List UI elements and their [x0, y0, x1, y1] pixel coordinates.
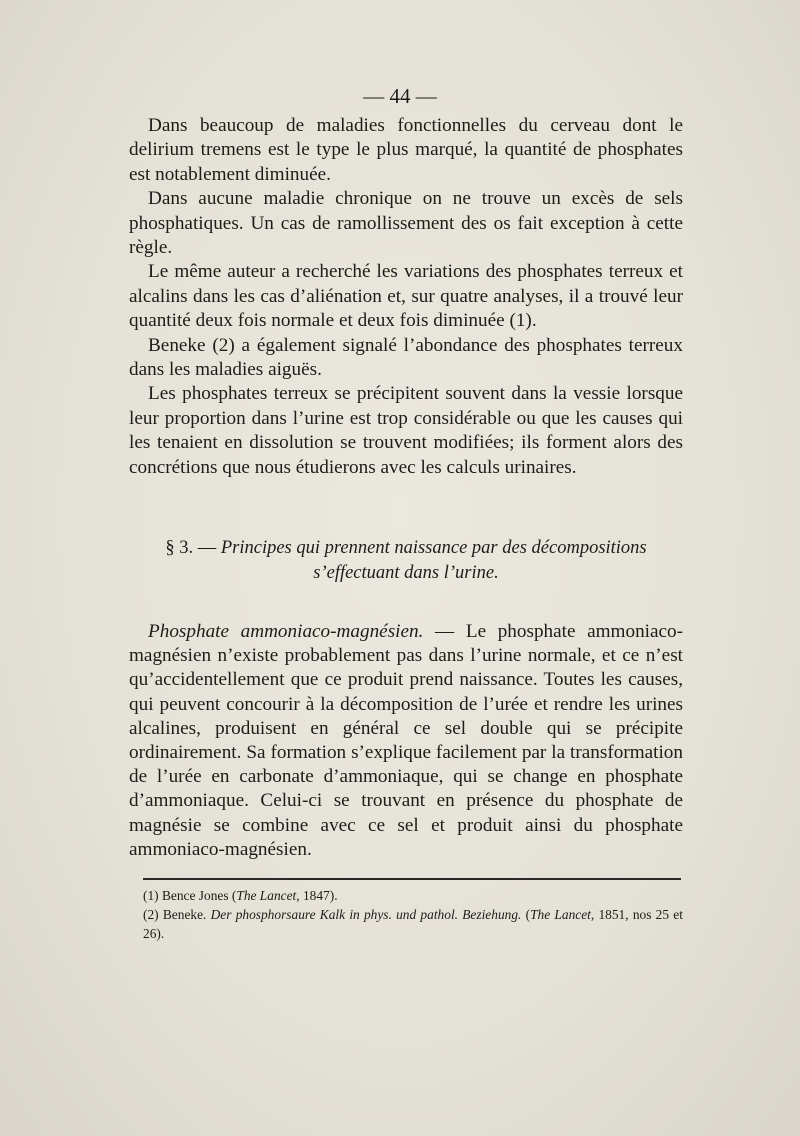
footnote-marker: (2) — [143, 907, 159, 922]
body-text — [129, 114, 683, 480]
paragraph-3: Le même auteur a recherché les variations des phosphates terreux et alcalins dans les cas d’aliénation et, sur quatre analyses, il a trouvé leur quantité deux fois normale et deux fois diminuée (1). — [129, 261, 683, 332]
section-title: Principes qui prennent naissance par des décompositions s’effectuant dans l’urine. — [220, 538, 647, 583]
footnote-open-paren: ( — [231, 888, 237, 903]
section-paragraph — [129, 620, 683, 862]
section-sign: § — [165, 538, 175, 558]
footnote-source: The Lancet — [236, 888, 297, 903]
paragraph-5: Les phosphates terreux se précipitent souvent dans la vessie lorsque leur proportion dans l’urine est trop considérable ou que les causes qui les tenaient en dissolution se trouvent modifiées; ils forment alors des concrétions que nous étudierons avec les calculs urinaires. — [129, 383, 683, 478]
footnote-author: Beneke. — [162, 907, 207, 922]
run-in-dash: — — [435, 621, 455, 642]
run-in-heading: Phosphate ammoniaco-magnésien. — [148, 621, 424, 642]
footnote-author: Bence Jones — [161, 888, 229, 903]
section-number: 3. — [179, 538, 194, 558]
footnote-details: , 1851, nos 25 et 26). — [143, 907, 683, 941]
page-number: — 44 — — [363, 84, 437, 108]
footnotes — [143, 886, 683, 943]
footnote-open-paren: ( — [525, 907, 531, 922]
section-dash: — — [197, 538, 217, 558]
footnote-title: Der phosphorsaure Kalk in phys. und pathol. Beziehung. — [210, 907, 522, 922]
paragraph-1: Dans beaucoup de maladies fonctionnelles du cerveau dont le delirium tremens est le type le plus marqué, la quantité de phosphates est notablement diminuée. — [129, 115, 683, 185]
paragraph-4: Beneke (2) a également signalé l’abondance des phosphates terreux dans les maladies aiguës. — [129, 334, 683, 381]
footnote-details: , 1847). — [296, 888, 338, 903]
paragraph-2: Dans aucune maladie chronique on ne trouve un excès de sels phosphatiques. Un cas de ramollissement des os fait exception à cette règle. — [129, 188, 683, 259]
section-heading — [129, 536, 683, 586]
footnote-marker: (1) — [143, 888, 159, 903]
footnote-1 — [143, 886, 683, 905]
section-body — [129, 620, 683, 862]
footnote-rule — [143, 878, 681, 880]
section-paragraph-text: Le phosphate ammoniaco-magnésien n’existe probablement pas dans l’urine normale, et ce n’est qu’accidentellement que ce produit prend naissance. Toutes les causes, qui peuvent concourir à la décomposition de l’urée et rendre les urines alcalines, produisent en général ce sel double qui se précipite ordinairement. Sa formation s’explique facilement par la transformation de l’urée en carbonate d’ammoniaque, qui se change en phosphate d’ammoniaque. Celui-ci se trouvant en présence du phosphate de magnésie se combine avec ce sel et produit ainsi du phosphate ammoniaco-magnésien. — [129, 621, 684, 860]
footnote-2 — [143, 905, 683, 943]
footnote-source: The Lancet — [530, 907, 591, 922]
